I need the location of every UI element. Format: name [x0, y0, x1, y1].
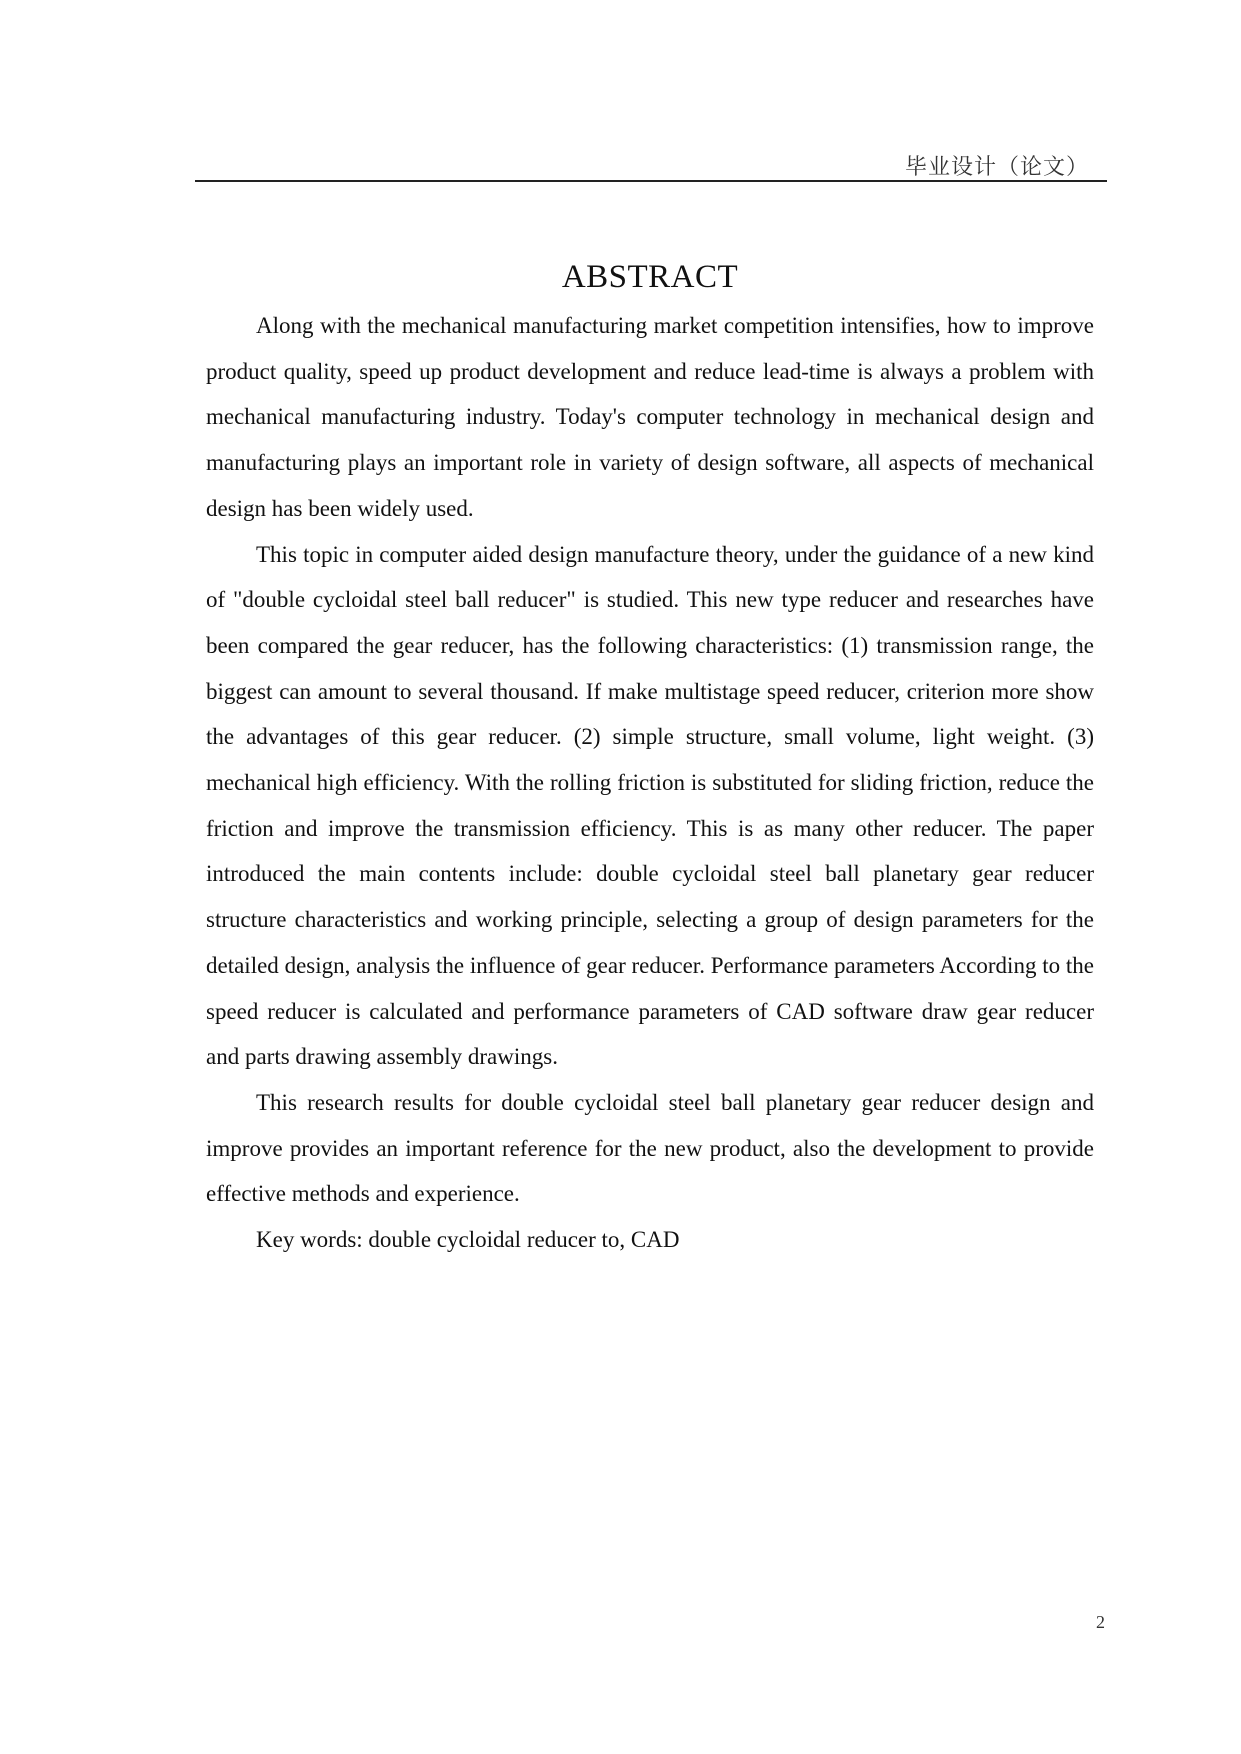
header-title: 毕业设计（论文） [904, 155, 1089, 180]
abstract-paragraph-3: This research results for double cycloidal steel ball planetary gear reducer design and improve provides an important reference for the new product, also the development to provide effective methods and experience. [206, 1089, 1094, 1207]
abstract-paragraph-2: This topic in computer aided design manufacture theory, under the guidance of a new kind of "double cycloidal steel ball reducer" is studied. This new type reducer and researches have been compared the gear reducer, has the following characteristics: (1) transmission range, the biggest can amount to several thousand. If make multistage speed reducer, criterion more show the advantages of this gear reducer. (2) simple structure, small volume, light weight. (3) mechanical high efficiency. With the rolling friction is substituted for sliding friction, reduce the friction and improve the transmission efficiency. This is as many other reducer. The paper introduced the main contents include: double cycloidal steel ball planetary gear reducer structure characteristics and working principle, selecting a group of design parameters for the detailed design, analysis the influence of gear reducer. Performance parameters According to the speed reducer is calculated and performance parameters of CAD software draw gear reducer and parts drawing assembly drawings. [206, 541, 1094, 1070]
page-header [195, 148, 1107, 182]
abstract-section [206, 255, 1094, 1263]
abstract-paragraph-1: Along with the mechanical manufacturing market competition intensifies, how to improve product quality, speed up product development and reduce lead-time is always a problem with mechanical manufacturing industry. Today's computer technology in mechanical design and manufacturing plays an important role in variety of design software, all aspects of mechanical design has been widely used. [206, 313, 1094, 521]
page-number: 2 [1096, 1612, 1105, 1632]
keywords-line: Key words: double cycloidal reducer to, CAD [256, 1227, 680, 1253]
abstract-heading: ABSTRACT [561, 259, 739, 295]
